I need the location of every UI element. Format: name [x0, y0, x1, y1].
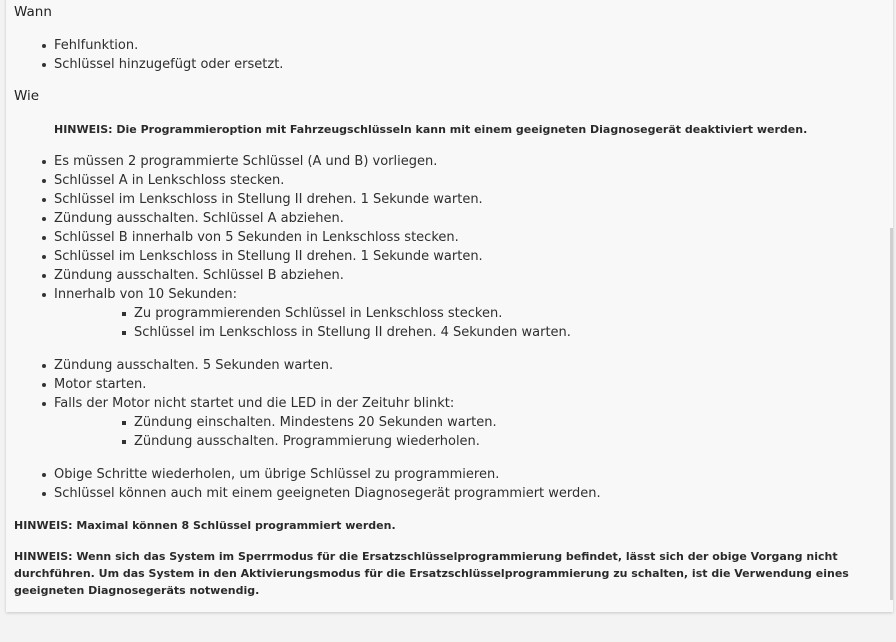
list-item: Falls der Motor nicht startet und die LED in der Zeituhr blinkt: — [54, 396, 455, 411]
list-item: Zündung ausschalten. Schlüssel A abziehen. — [54, 211, 344, 226]
list-item: Schlüssel A in Lenkschloss stecken. — [54, 173, 285, 188]
list-item: Zündung ausschalten. Schlüssel B abziehen. — [54, 268, 344, 283]
list-item: Fehlfunktion. — [54, 38, 139, 53]
list-item: Schlüssel können auch mit einem geeigneten Diagnosegerät programmiert werden. — [54, 486, 601, 501]
list-item: Es müssen 2 programmierte Schlüssel (A und B) vorliegen. — [54, 154, 438, 169]
document-card — [6, 0, 893, 612]
list-item: Schlüssel B innerhalb von 5 Sekunden in Lenkschloss stecken. — [54, 230, 459, 245]
list-item: Schlüssel im Lenkschloss in Stellung II drehen. 1 Sekunde warten. — [54, 192, 483, 207]
sub-list-item: Zündung ausschalten. Programmierung wiederholen. — [134, 434, 480, 449]
list-item: Zündung ausschalten. 5 Sekunden warten. — [54, 358, 334, 373]
list-item: Schlüssel hinzugefügt oder ersetzt. — [54, 57, 284, 72]
section-heading-how: Wie — [14, 88, 40, 104]
note-programming-option: HINWEIS: Die Programmieroption mit Fahrzeugschlüsseln kann mit einem geeigneten Diagnosegerät deaktiviert werden. — [54, 123, 808, 136]
scrollbar-track[interactable] — [889, 0, 893, 612]
list-item: Innerhalb von 10 Sekunden: — [54, 287, 238, 302]
note-max-keys: HINWEIS: Maximal können 8 Schlüssel programmiert werden. — [14, 519, 396, 532]
list-item: Schlüssel im Lenkschloss in Stellung II drehen. 1 Sekunde warten. — [54, 249, 483, 264]
section-heading-when: Wann — [14, 4, 52, 20]
sub-list-item: Zündung einschalten. Mindestens 20 Sekunden warten. — [134, 415, 497, 430]
sub-list-item: Zu programmierenden Schlüssel in Lenkschloss stecken. — [134, 306, 503, 321]
note-lock-mode: HINWEIS: Wenn sich das System im Sperrmodus für die Ersatzschlüsselprogrammierung befindet, lässt sich der obige Vorgang nicht durchführen. Um das System in den Aktivierungsmodus für die Ersatzschlüsselprogrammierung zu schalten, ist die Verwendung eines geeigneten Diagnosegeräts notwendig. — [14, 550, 849, 597]
sub-list-item: Schlüssel im Lenkschloss in Stellung II drehen. 4 Sekunden warten. — [134, 325, 571, 340]
list-item: Obige Schritte wiederholen, um übrige Schlüssel zu programmieren. — [54, 467, 500, 482]
list-item: Motor starten. — [54, 377, 147, 392]
scrollbar-thumb[interactable] — [890, 228, 893, 600]
